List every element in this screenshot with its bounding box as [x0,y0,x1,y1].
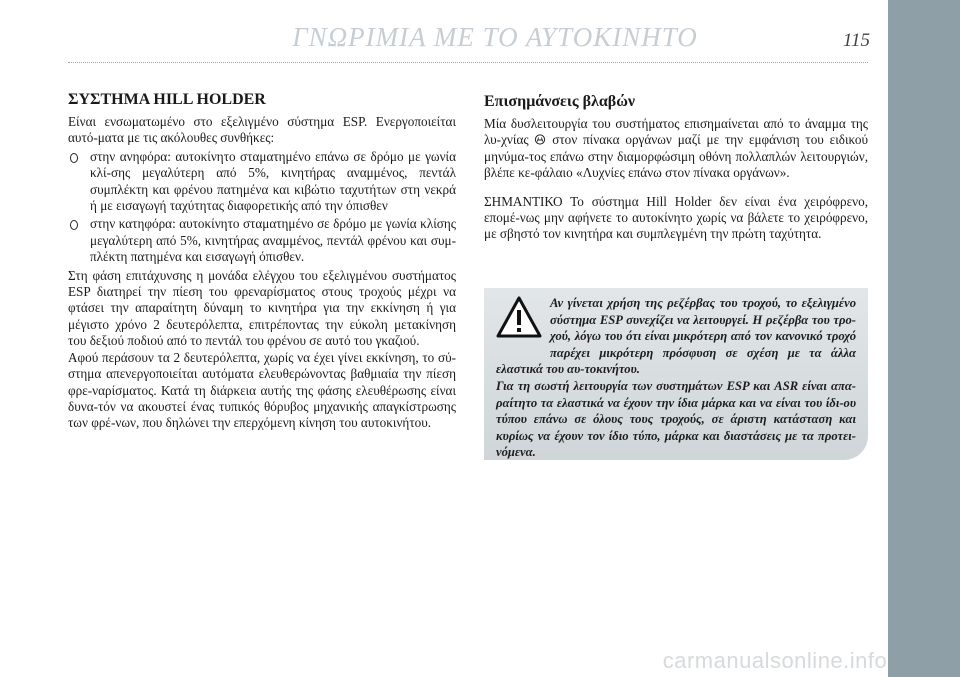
intro-paragraph: Είναι ενσωματωμένο στο εξελιγμένο σύστημα ESP. Ενεργοποιείται αυτό-ματα με τις ακόλουθες συνθήκες: [68,114,456,146]
important-paragraph: ΣΗΜΑΝΤΙΚΟ Το σύστημα Hill Holder δεν είναι ένα χειρόφρενο, επομέ-νως μην αφήνετε το αυτοκίνητο χωρίς να βάλετε το χειρόφρενο, με σβηστό τον κινητήρα και συμπλεγμένη την πρώτη ταχύτητα. [484,193,868,242]
body-paragraph: Αφού περάσουν τα 2 δευτερόλεπτα, χωρίς να έχει γίνει εκκίνηση, το σύ-στημα απενεργοποιείται αυτόματα ελευθερώνοντας βαθμιαία την πίεση φρε-ναρίσματος. Κατά τη διάρκεια αυτής της φάσης ελευθέρωσης είναι δυνα-τόν να ακουστεί ένας τυπικός θόρυβος μηχανικής απαγκίστρωσης των φρέ-νων, που δηλώνει την επερχόμενη κίνηση του αυτοκινήτου. [68,349,456,431]
warning-text [496,295,856,461]
side-tab-bar [888,0,960,677]
fault-text-after-icon: στον πίνακα οργάνων μαζί με την εμφάνιση του ειδικού μηνύμα-τος επάνω στην διαμορφώσιμη οθόνη πολλαπλών λειτουργιών, βλέπε κε-φάλαιο «Λυχνίες επάνω στον πίνακα οργάνων». [484,132,868,181]
left-column [68,90,456,432]
right-column [484,92,868,243]
esp-warning-lamp-icon [534,134,546,145]
section-heading-hill-holder: ΣΥΣΤΗΜΑ HILL HOLDER [68,91,266,108]
list-item [68,216,456,265]
fault-text-before-icon: Μία δυσλειτουργία του συστήματος επισημαίνεται από το άναμμα της λυ-χνίας [484,116,868,148]
bullet-marker-icon [70,153,78,163]
warning-text-spare-wheel: Αν γίνεται χρήση της ρεζέρβας του τροχού, το εξελιγμένο σύστημα ESP συνεχίζει να λειτουργεί. Η ρεζέρβα του τρο-χού, λόγω του ότι είναι μικρότερη από τον κανονικό τροχό παρέχει μικρότερη πρόσφυση σε σχέση με τα άλλα ελαστικά του αυ-τοκινήτου. [496,296,856,377]
list-item [68,149,456,215]
page-number: 115 [842,30,870,51]
section-heading-fault-signals: Επισημάνσεις βλαβών [484,93,636,110]
warning-text-tyres: Για τη σωστή λειτουργία των συστημάτων ESP και ASR είναι απα-ραίτητο τα ελαστικά να έχουν την ίδια μάρκα και να είναι του ίδι-ου τύπου επάνω σε όλους τους τροχούς, σε άριστη κατάσταση και κυρίως να έχουν τον ίδιο τύπο, μάρκα και διαστάσεις με τα προτει-νόμενα. [496,378,856,460]
body-paragraph: Στη φάση επιτάχυνσης η μονάδα ελέγχου του εξελιγμένου συστήματος ESP διατηρεί την πίεση του φρεναρίσματος στους τροχούς μέχρι να φτάσει την απαραίτητη δύναμη το κινητήρα για την εκκίνηση ή για μέγιστο χρόνο 2 δευτερόλεπτα, επιτρέποντας την εύκολη μετακίνηση του δεξιού ποδιού από το πεντάλ του φρένου σε αυτό του γκαζιού. [68,267,456,349]
watermark: carmanualsonline.info [662,648,888,673]
warning-box [484,288,868,460]
header-divider [68,62,868,63]
chapter-title: ΓΝΩΡΙΜΙΑ ΜΕ ΤΟ ΑΥΤΟΚΙΝΗΤΟ [292,22,698,52]
list-item-text: στην κατηφόρα: αυτοκίνητο σταματημένο σε δρόμο με γωνία κλίσης μεγαλύτερη από 5%, κινητήρας αναμμένος, πεντάλ φρένου και συμ-πλέκτη πατημένα και εισαγωγή όπισθεν. [90,216,456,265]
fault-paragraph [484,116,868,182]
bullet-marker-icon [70,220,78,230]
list-item-text: στην ανηφόρα: αυτοκίνητο σταματημένο επάνω σε δρόμο με γωνία κλί-σης μεγαλύτερη από 5%, κινητήρας αναμμένος, πεντάλ συμπλέκτη και φρένου πατημένα και κιβώτιο ταχυτήτων στη νεκρά ή με εισαγωγή ταχύτητας διαφορετικής από την όπισθεν [90,148,456,214]
